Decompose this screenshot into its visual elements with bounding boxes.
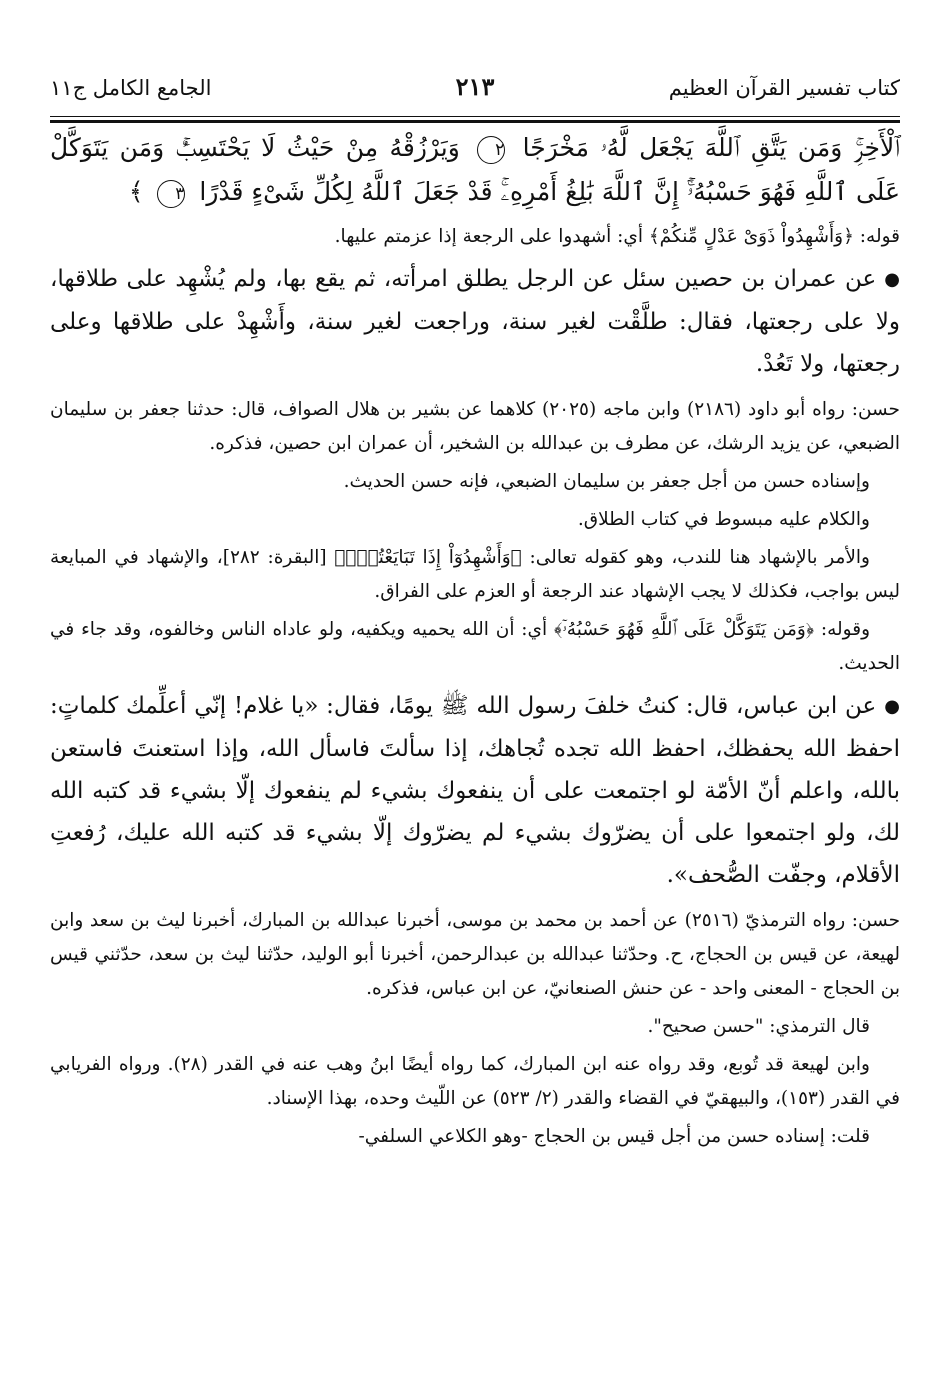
commentary-paragraph (50, 465, 900, 499)
commentary-paragraph (50, 1120, 900, 1154)
paragraph-text: قال الترمذي: "حسن صحيح". (647, 1016, 870, 1037)
quran-verse-line2: وَيَرْزُقْهُ مِنْ حَيْثُ لَا يَحْتَسِبُۚ وَمَن يَتَوَكَّلْ عَلَى ٱللَّهِ فَهُوَ حَسْبُهُۥٓۚ إِنَّ ٱللَّهَ بَٰلِغُ أَمْرِهِۦۚ قَدْ جَعَلَ ٱللَّهُ لِكُلِّ شَىْءٍ قَدْرًا (50, 133, 900, 206)
commentary-paragraph (50, 503, 900, 537)
paragraph-text: والأمر بالإشهاد هنا للندب، وهو كقوله تعالى: ﴿وَأَشْهِدُوٓاْ إِذَا تَبَايَعْتُمْۚ﴾ [البقرة: ٢٨٢]، والإشهاد في المبايعة ليس بواجب، فكذلك لا يجب الإشهاد عند الرجعة أو العزم على الفراق. (50, 547, 900, 602)
volume-label: الجامع الكامل ج١١ (50, 76, 212, 100)
paragraph-text: قلت: إسناده حسن من أجل قيس بن الحجاج -وهو الكلاعي السلفي- (358, 1126, 870, 1147)
book-title: كتاب تفسير القرآن العظيم (668, 76, 900, 100)
paragraph-text: والكلام عليه مبسوط في كتاب الطلاق. (577, 509, 870, 530)
page-number: ٢١٣ (455, 72, 495, 101)
paragraph-text: وابن لهيعة قد تُوبع، وقد رواه عنه ابن المبارك، كما رواه أيضًا ابنُ وهب عنه في القدر (٢٨). ورواه الفريابي في القدر (١٥٣)، والبيهقيّ في القضاء والقدر (٢/ ٥٢٣) عن اللّيث وحده، بهذا الإسناد. (50, 1054, 900, 1109)
quran-close-bracket: ﴾ (128, 177, 144, 206)
bullet-icon: ● (884, 696, 900, 717)
quran-verse-line1: ٱلْأَخِرِۚ وَمَن يَتَّقِ ٱللَّهَ يَجْعَل لَّهُۥ مَخْرَجًا (522, 133, 900, 162)
paragraph-text: قوله: ﴿وَأَشْهِدُواْ ذَوَىْ عَدْلٍ مِّنكُمْ﴾ أي: أشهدوا على الرجعة إذا عزمتم عليها. (334, 226, 900, 247)
commentary-paragraph (50, 541, 900, 609)
ayah-number-marker: ٢ (477, 136, 505, 164)
hadith-paragraph (50, 685, 900, 896)
paragraph-text: حسن: رواه الترمذيّ (٢٥١٦) عن أحمد بن محمد بن موسى، أخبرنا عبدالله بن المبارك، أخبرنا ليث بن سعد وابن لهيعة، عن قيس بن الحجاج، ح. وحدّثنا عبدالله بن عبدالرحمن، أخبرنا أبو الوليد، حدّثنا ليث بن سعد، حدّثني قيس بن الحجاج - المعنى واحد - عن حنش الصنعانيّ، عن ابن عباس، فذكره. (50, 910, 901, 999)
paragraph-text: حسن: رواه أبو داود (٢١٨٦) وابن ماجه (٢٠٢٥) كلاهما عن بشير بن هلال الصواف، قال: حدثنا جعفر بن سليمان الضبعي، عن يزيد الرشك، عن مطرف بن عبدالله بن الشخير، أن عمران ابن حصين، فذكره. (50, 399, 900, 454)
page-body (50, 126, 900, 1158)
commentary-paragraphs (50, 220, 900, 1154)
paragraph-text: عن ابن عباس، قال: كنتُ خلفَ رسول الله ﷺ يومًا، فقال: «يا غلام! إنّي أعلِّمك كلماتٍ: احفظ الله يحفظك، احفظ الله تجده تُجاهك، إذا سألتَ فاسأل الله، وإذا استعنتَ فاستعن بالله، واعلم أنّ الأمّة لو اجتمعت على أن ينفعوك بشيء لم ينفعوك إلّا بشيء قد كتبه الله لك، ولو اجتمعوا على أن يضرّوك بشيء لم يضرّوك إلّا بشيء قد كتبه الله عليك، رُفعتِ الأقلام، وجفّت الصُّحف». (50, 693, 900, 888)
commentary-paragraph (50, 613, 900, 681)
commentary-paragraph (50, 1010, 900, 1044)
commentary-paragraph (50, 220, 900, 254)
paragraph-text: عن عمران بن حصين سئل عن الرجل يطلق امرأته، ثم يقع بها، ولم يُشْهِد على طلاقها، ولا على رجعتها، فقال: طلَّقْت لغير سنة، وراجعت لغير سنة، وأَشْهِدْ على طلاقها وعلى رجعتها، ولا تَعُدْ. (50, 266, 900, 377)
paragraph-text: وقوله: ﴿وَمَن يَتَوَكَّلْ عَلَى ٱللَّهِ فَهُوَ حَسْبُهُۥٓ﴾ أي: أن الله يحميه ويكفيه، ولو عاداه الناس وخالفوه، وقد جاء في الحديث. (50, 619, 900, 674)
header-divider (50, 116, 900, 123)
running-header (50, 70, 900, 108)
commentary-paragraph (50, 1048, 900, 1116)
hadith-paragraph (50, 258, 900, 385)
quran-verse-block (50, 126, 900, 214)
paragraph-text: وإسناده حسن من أجل جعفر بن سليمان الضبعي، فإنه حسن الحديث. (343, 471, 870, 492)
ayah-number-marker: ٣ (157, 180, 185, 208)
commentary-paragraph (50, 393, 900, 461)
commentary-paragraph (50, 904, 900, 1006)
bullet-icon: ● (884, 269, 900, 290)
